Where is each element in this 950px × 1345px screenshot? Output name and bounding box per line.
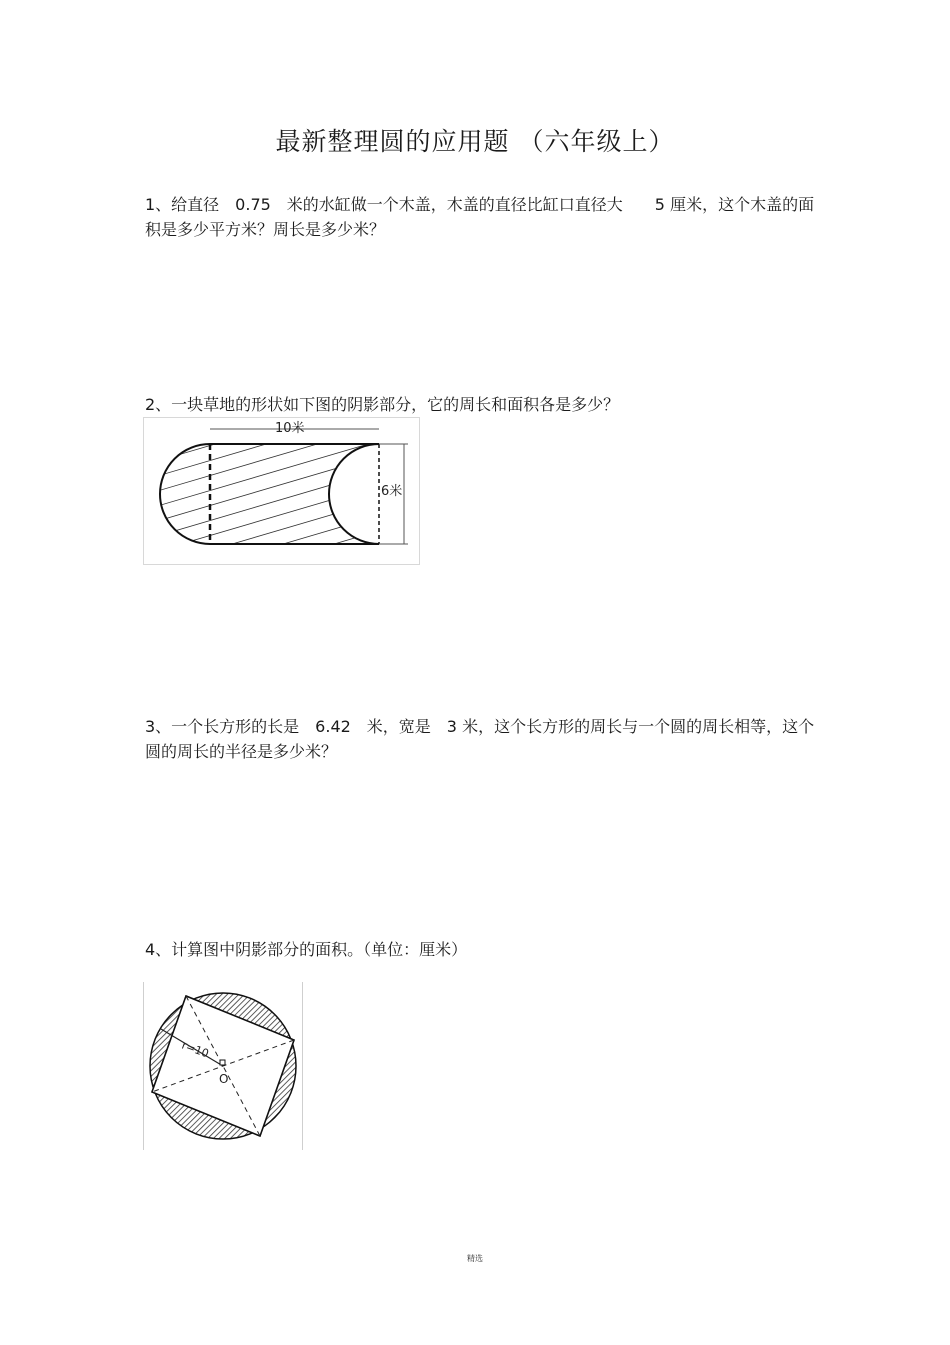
page-footer: 精选 [467, 1254, 483, 1263]
question-3: 3、一个长方形的长是 6.42 米，宽是 3 米，这个长方形的周长与一个圆的周长相等，这个圆的周长的半径是多少米？ [145, 717, 815, 761]
figure2-radius-label: r=10 [179, 1038, 211, 1061]
figure-circle-square [143, 982, 305, 1150]
page-title: 最新整理圆的应用题 （六年级上） [275, 127, 675, 156]
question-2: 2、一块草地的形状如下图的阴影部分，它的周长和面积各是多少？ [145, 395, 620, 414]
figure-grass-shape [143, 417, 421, 565]
figure1-side-label: 6米 [381, 484, 403, 499]
question-4: 4、计算图中阴影部分的面积。（单位：厘米） [145, 940, 468, 959]
figure1-top-label: 10米 [275, 421, 305, 436]
figure2-center-label: O [219, 1072, 229, 1086]
question-1: 1、给直径 0.75 米的水缸做一个木盖，木盖的直径比缸口直径大 5 厘米，这个木盖的面积是多少平方米？周长是多少米？ [145, 195, 815, 239]
